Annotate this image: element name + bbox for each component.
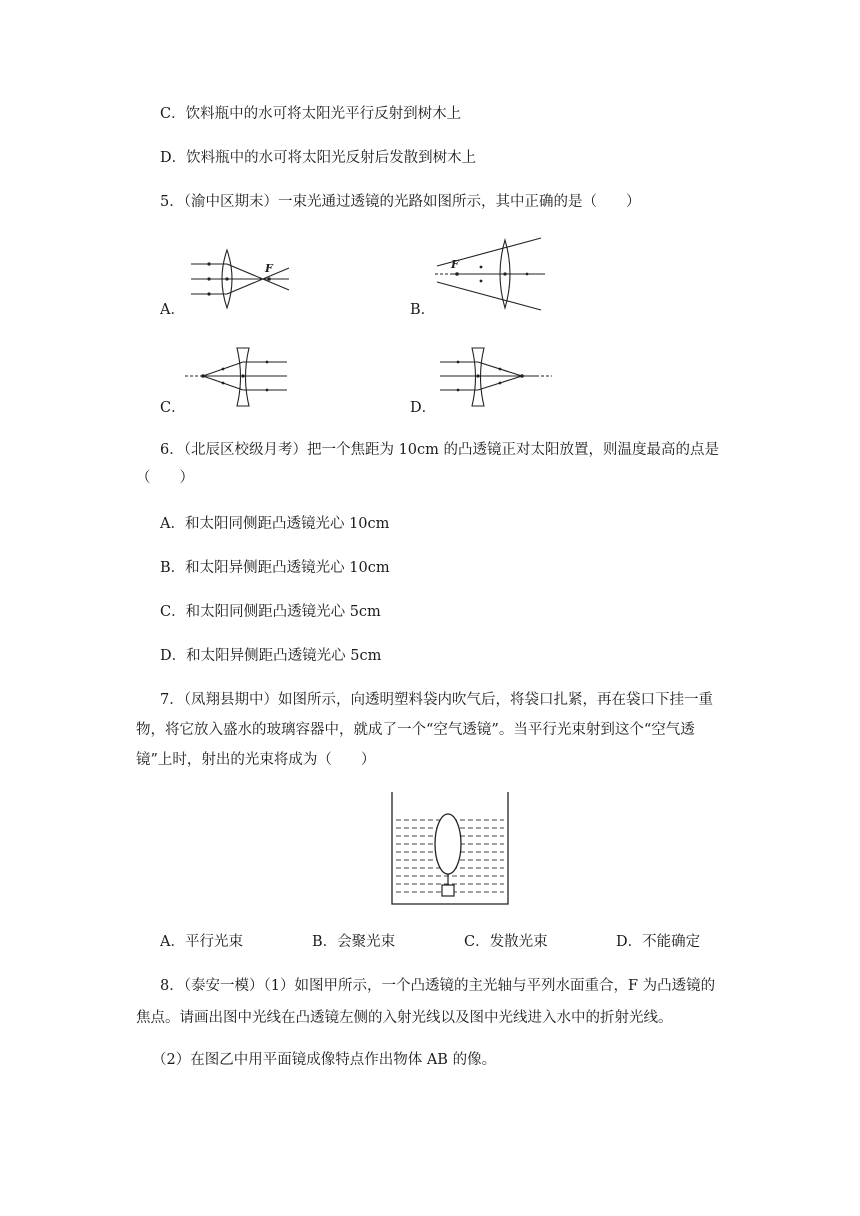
- q5-label-a: A．: [160, 302, 185, 318]
- q5-figure-d: [438, 344, 554, 410]
- q8-line3: （2）在图乙中用平面镜成像特点作出物体 AB 的像。: [152, 1052, 497, 1068]
- q6-stem-line2: （ ）: [136, 470, 194, 486]
- q7-option-a: A．平行光束: [160, 934, 243, 950]
- q6-stem-line1: 6．（北辰区校级月考）把一个焦距为 10cm 的凸透镜正对太阳放置，则温度最高的点是: [160, 442, 720, 458]
- q6-option-d: D．和太阳异侧距凸透镜光心 5cm: [160, 648, 382, 664]
- q6-option-b: B．和太阳异侧距凸透镜光心 10cm: [160, 560, 390, 576]
- focus-label: F: [265, 262, 273, 275]
- q5-label-c: C．: [160, 400, 186, 416]
- air-bag-lens: [435, 814, 461, 874]
- q7-stem-line3: 镜”上时，射出的光束将成为（ ）: [136, 752, 376, 768]
- q5-stem: 5．（渝中区期末）一束光通过透镜的光路如图所示，其中正确的是（ ）: [160, 194, 641, 210]
- q7-option-b: B．会聚光束: [312, 934, 396, 950]
- q7-stem-line1: 7．（凤翔县期中）如图所示，向透明塑料袋内吹气后，将袋口扎紧，再在袋口下挂一重: [160, 692, 713, 708]
- q6-option-c: C．和太阳同侧距凸透镜光心 5cm: [160, 604, 381, 620]
- q7-air-lens-figure: [388, 790, 512, 908]
- weight-block: [442, 885, 454, 896]
- q8-line2: 焦点。请画出图中光线在凸透镜左侧的入射光线以及图中光线进入水中的折射光线。: [136, 1010, 673, 1026]
- q5-label-b: B．: [410, 302, 436, 318]
- q5-figure-b: [435, 236, 547, 312]
- q5-figure-a: [185, 246, 295, 312]
- q8-line1: 8．（泰安一模）（1）如图甲所示，一个凸透镜的主光轴与平列水面重合，F 为凸透镜的: [160, 978, 716, 994]
- q7-stem-line2: 物，将它放入盛水的玻璃容器中，就成了一个“空气透镜”。当平行光束射到这个“空气透: [136, 722, 695, 738]
- q7-option-d: D．不能确定: [616, 934, 701, 950]
- q7-option-c: C．发散光束: [464, 934, 548, 950]
- focus-label: F: [451, 258, 459, 271]
- q5-label-d: D．: [410, 400, 437, 416]
- q6-option-a: A．和太阳同侧距凸透镜光心 10cm: [160, 516, 390, 532]
- q5-figure-c: [185, 344, 291, 410]
- q4-option-c: C．饮料瓶中的水可将太阳光平行反射到树木上: [160, 106, 462, 122]
- q4-option-d: D．饮料瓶中的水可将太阳光反射后发散到树木上: [160, 150, 477, 166]
